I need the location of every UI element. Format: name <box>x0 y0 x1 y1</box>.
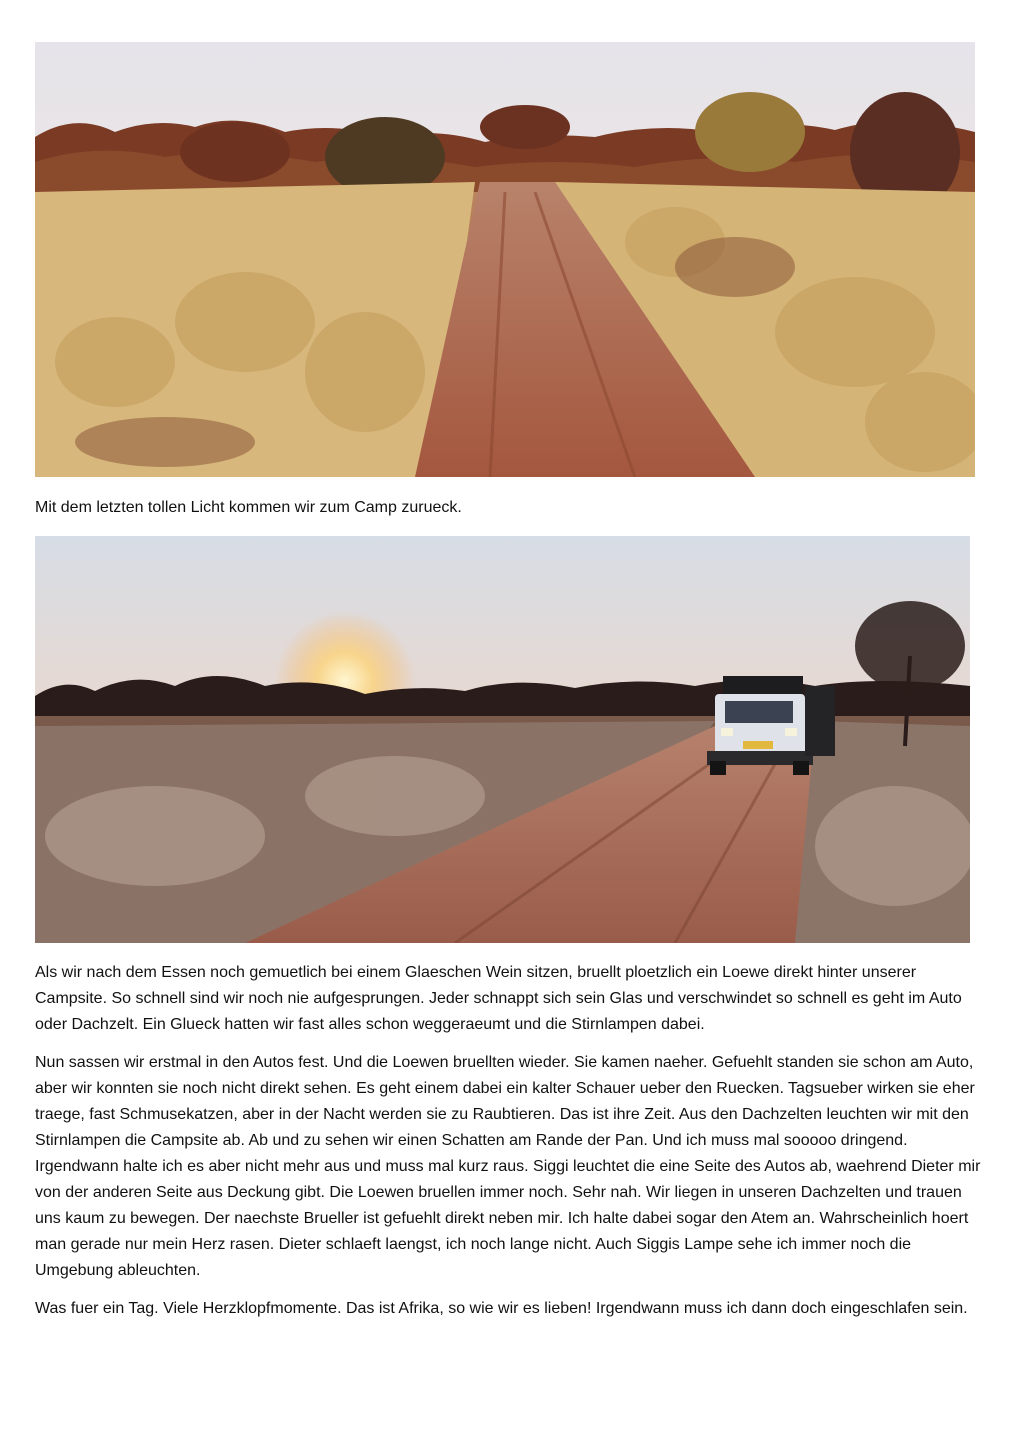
paragraph: Nun sassen wir erstmal in den Autos fest. Und die Loewen bruellten wieder. Sie kamen naeher. Gefuehlt standen sie schon am Auto, aber wir konnten sie noch nicht direkt sehen. Es geht einem dabei ein kalter Schauer ueber den Ruecken. Tagsueber wirken sie eher traege, fast Schmusekatzen, aber in der Nacht werden sie zu Raubtieren. Das ist ihre Zeit. Aus den Dachzelten leuchten wir mit den Stirnlampen die Campsite ab. Ab und zu sehen wir einen Schatten am Rande der Pan. Und ich muss mal sooooo dringend. Irgendwann halte ich es aber nicht mehr aus und muss mal kurz raus. Siggi leuchtet die eine Seite des Autos ab, waehrend Dieter mir von der anderen Seite aus Deckung gibt. Die Loewen bruellen immer noch. Sehr nah. Wir liegen in unseren Dachzelten und trauen uns kaum zu bewegen. Der naechste Brueller ist gefuehlt direkt neben mir. Ich halte dabei sogar den Atem an. Wahrscheinlich hoert man gerade nur mein Herz rasen. Dieter schlaeft laengst, ich noch lange nicht. Auch Siggis Lampe sehe ich immer noch die Umgebung ableuchten. <box>35 1054 981 1279</box>
photo-caption: Mit dem letzten tollen Licht kommen wir zum Camp zurueck. <box>35 499 462 516</box>
sunset-vehicle-image <box>35 536 970 943</box>
sunset-dirt-road-with-vehicle-photo <box>35 536 970 943</box>
story-text <box>35 960 985 1334</box>
paragraph: Als wir nach dem Essen noch gemuetlich bei einem Glaeschen Wein sitzen, bruellt ploetzlich ein Loewe direkt hinter unserer Campsite. So schnell sind wir noch nie aufgesprungen. Jeder schnappt sich sein Glas und verschwindet so schnell es geht im Auto oder Dachzelt. Ein Glueck hatten wir fast alles schon weggeraeumt und die Stirnlampen dabei. <box>35 964 962 1033</box>
savanna-dirt-road-photo <box>35 42 975 477</box>
savanna-dirt-road-image <box>35 42 975 477</box>
paragraph: Was fuer ein Tag. Viele Herzklopfmomente. Das ist Afrika, so wie wir es lieben! Irgendwann muss ich dann doch eingeschlafen sein. <box>35 1300 968 1317</box>
